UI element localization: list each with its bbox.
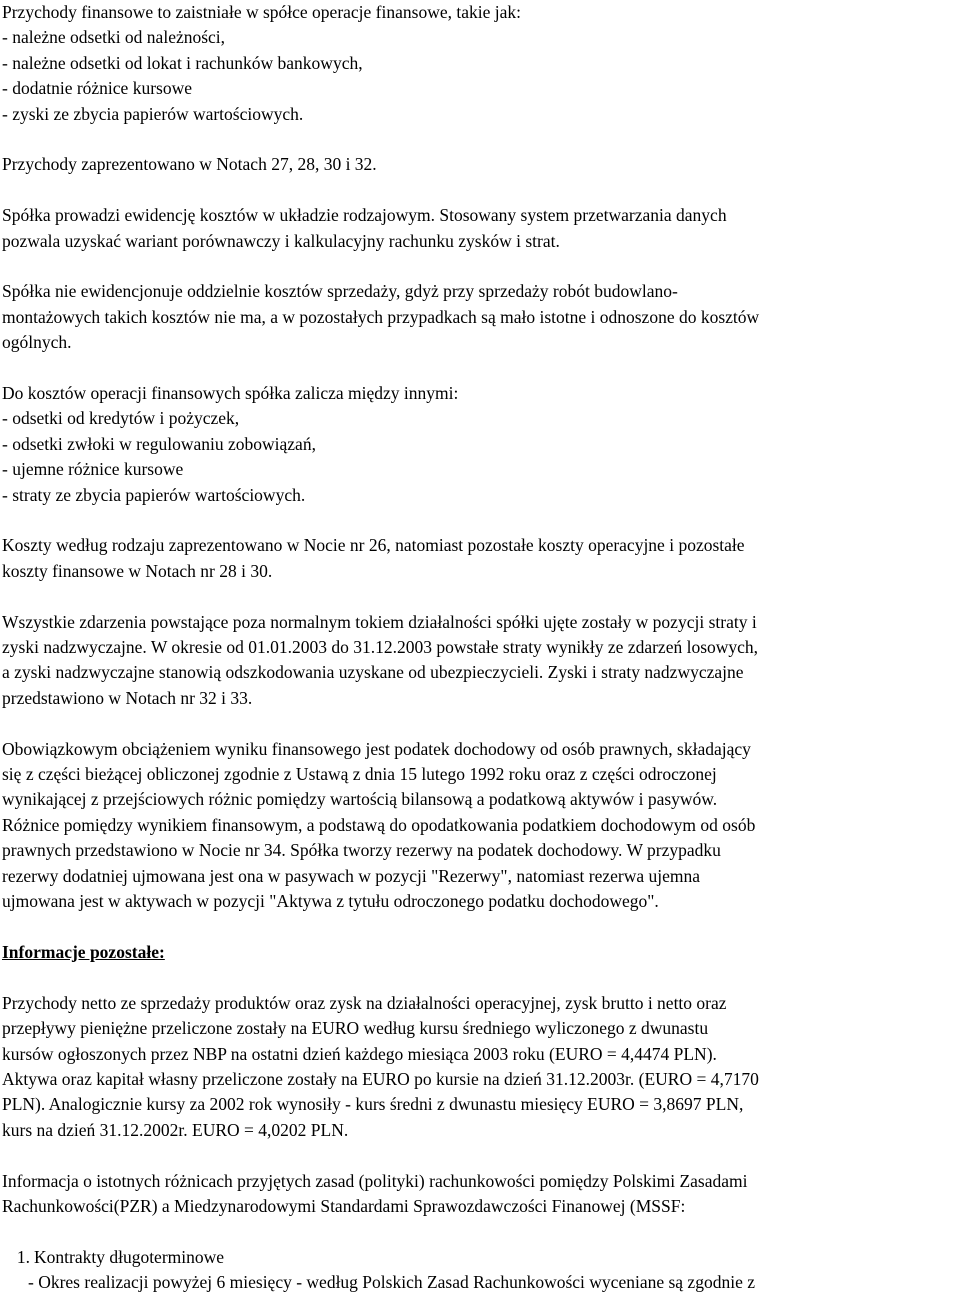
text-line: - odsetki zwłoki w regulowaniu zobowiązań, bbox=[2, 433, 316, 454]
paragraph-cost-records bbox=[2, 203, 958, 254]
text-line: pozwala uzyskać wariant porównawczy i kalkulacyjny rachunku zysków i strat. bbox=[2, 230, 560, 251]
text-line: przedstawiono w Notach nr 32 i 33. bbox=[2, 687, 253, 708]
paragraph-cost-notes bbox=[2, 533, 958, 584]
paragraph-extraordinary bbox=[2, 610, 958, 712]
text-line: Rachunkowości(PZR) a Miedzynarodowymi Standardami Sprawozdawczości Finanowej (MSSF: bbox=[2, 1195, 686, 1216]
paragraph-pzr-mssf bbox=[2, 1169, 958, 1220]
text-line: a zyski nadzwyczajne stanowią odszkodowania uzyskane od ubezpieczycieli. Zyski i straty nadzwyczajne bbox=[2, 662, 744, 683]
text-line: prawnych przedstawiono w Nocie nr 34. Spółka tworzy rezerwy na podatek dochodowy. W przypadku bbox=[2, 840, 721, 861]
text-line: Aktywa oraz kapitał własny przeliczone zostały na EURO po kursie na dzień 31.12.2003r. (EURO = 4,7170 bbox=[2, 1068, 759, 1089]
text-line: Spółka prowadzi ewidencję kosztów w układzie rodzajowym. Stosowany system przetwarzania danych bbox=[2, 205, 727, 226]
text-line: Przychody netto ze sprzedaży produktów oraz zysk na działalności operacyjnej, zysk brutto i netto oraz bbox=[2, 992, 727, 1013]
text-line: wynikającej z przejściowych różnic pomiędzy wartością bilansową a podatkową aktywów i pasywów. bbox=[2, 789, 718, 810]
text-line: Przychody zaprezentowano w Notach 27, 28, 30 i 32. bbox=[2, 154, 377, 175]
text-line: Przychody finansowe to zaistniałe w spółce operacje finansowe, takie jak: bbox=[2, 2, 521, 22]
text-line: Do kosztów operacji finansowych spółka zalicza między innymi: bbox=[2, 383, 459, 404]
text-line: Wszystkie zdarzenia powstające poza normalnym tokiem działalności spółki ujęte zostały w pozycji straty i bbox=[2, 611, 757, 632]
list-item-title bbox=[2, 1245, 958, 1270]
text-line: zyski nadzwyczajne. W okresie od 01.01.2003 do 31.12.2003 powstałe straty wynikły ze zdarzeń losowych, bbox=[2, 637, 759, 658]
text-line: - straty ze zbycia papierów wartościowych. bbox=[2, 484, 306, 505]
section-heading: Informacje pozostałe: bbox=[2, 941, 165, 962]
list-item bbox=[2, 1245, 958, 1296]
list-number: 1. bbox=[16, 1246, 30, 1267]
text-line: - należne odsetki od należności, bbox=[2, 27, 226, 48]
text-line: - zyski ze zbycia papierów wartościowych. bbox=[2, 103, 304, 124]
list-sub-line: - Okres realizacji powyżej 6 miesięcy - według Polskich Zasad Rachunkowości wyceniane są zgodnie z bbox=[28, 1272, 755, 1293]
text-line: Spółka nie ewidencjonuje oddzielnie kosztów sprzedaży, gdyż przy sprzedaży robót budowlano- bbox=[2, 281, 678, 302]
text-line: się z części bieżącej obliczonej zgodnie z Ustawą z dnia 15 lutego 1992 roku oraz z części odroczonej bbox=[2, 764, 717, 785]
text-line: PLN). Analogicznie kursy za 2002 rok wynosiły - kurs średni z dwunastu miesięcy EURO = 3,8697 PLN, bbox=[2, 1094, 744, 1115]
text-line: - ujemne różnice kursowe bbox=[2, 459, 184, 480]
text-line: Obowiązkowym obciążeniem wyniku finansowego jest podatek dochodowy od osób prawnych, składający bbox=[2, 738, 751, 759]
paragraph-income-tax bbox=[2, 737, 958, 915]
text-line: rezerwy dodatniej ujmowana jest ona w pasywach w pozycji "Rezerwy", natomiast rezerwa ujemna bbox=[2, 865, 700, 886]
text-line: koszty finansowe w Notach nr 28 i 30. bbox=[2, 560, 273, 581]
text-line: montażowych takich kosztów nie ma, a w pozostałych przypadkach są mało istotne i odnoszone do kosztów bbox=[2, 306, 760, 327]
paragraph-sales-costs bbox=[2, 279, 958, 355]
paragraph-euro-conversion bbox=[2, 991, 958, 1143]
text-line: kursów ogłoszonych przez NBP na ostatni dzień każdego miesiąca 2003 roku (EURO = 4,4474 PLN). bbox=[2, 1043, 717, 1064]
text-line: Różnice pomiędzy wynikiem finansowym, a podstawą do opodatkowania podatkiem dochodowym od osób bbox=[2, 814, 756, 835]
text-line: przepływy pieniężne przeliczone zostały na EURO według kursu średniego wyliczonego z dwunastu bbox=[2, 1018, 709, 1039]
paragraph-financial-costs bbox=[2, 381, 958, 508]
list-label: Kontrakty długoterminowe bbox=[34, 1246, 225, 1267]
text-line: kurs na dzień 31.12.2002r. EURO = 4,0202 PLN. bbox=[2, 1119, 349, 1140]
text-line: - należne odsetki od lokat i rachunków bankowych, bbox=[2, 52, 363, 73]
text-line: Koszty według rodzaju zaprezentowano w Nocie nr 26, natomiast pozostałe koszty operacyjne i pozostałe bbox=[2, 535, 745, 556]
text-line: - odsetki od kredytów i pożyczek, bbox=[2, 408, 240, 429]
paragraph-financial-income bbox=[2, 0, 958, 127]
text-line: ogólnych. bbox=[2, 332, 72, 353]
paragraph-income-notes bbox=[2, 152, 958, 177]
text-line: Informacja o istotnych różnicach przyjętych zasad (polityki) rachunkowości pomiędzy Polskimi Zasadami bbox=[2, 1170, 748, 1191]
text-line: ujmowana jest w aktywach w pozycji "Aktywa z tytułu odroczonego podatku dochodowego". bbox=[2, 891, 659, 912]
text-line: - dodatnie różnice kursowe bbox=[2, 78, 192, 99]
